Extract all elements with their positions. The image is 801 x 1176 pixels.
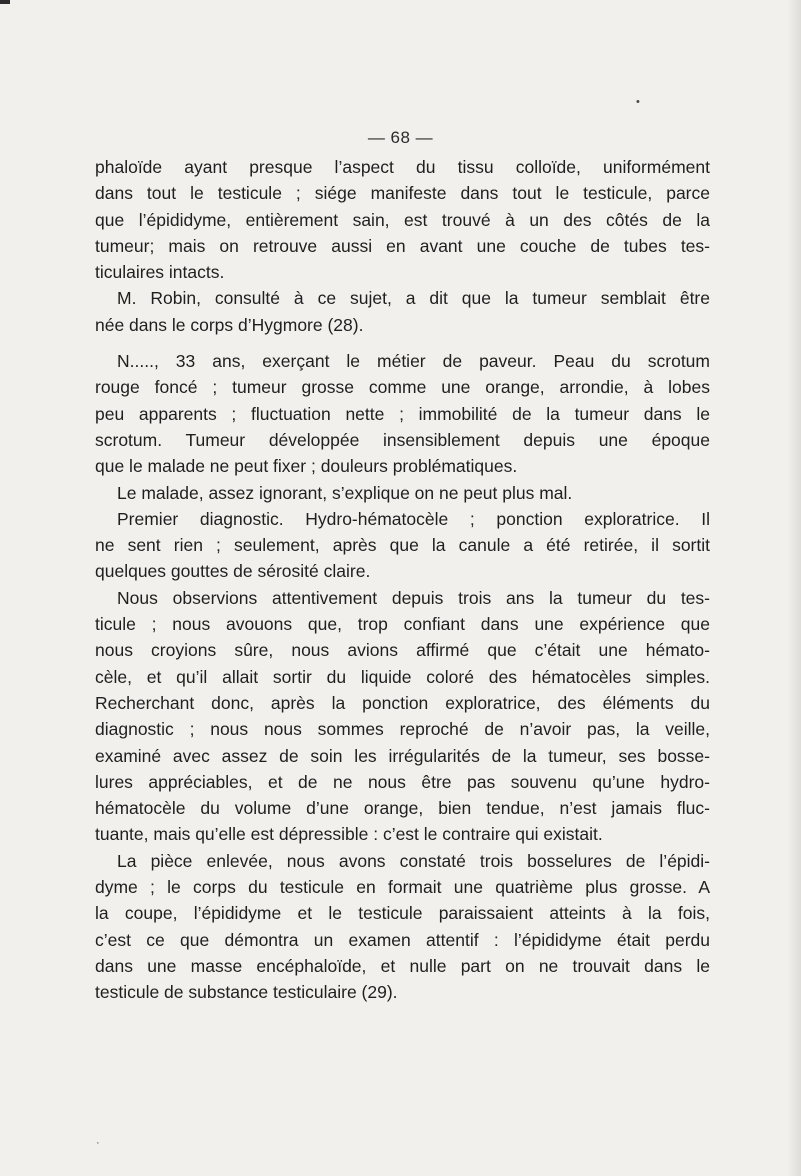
text-line: dans une masse encéphaloïde, et nulle part on ne trouvait dans le	[95, 955, 710, 976]
text-line: phaloïde ayant presque l’aspect du tissu colloïde, uniformément	[95, 157, 710, 177]
text-line: tumeur; mais on retrouve aussi en avant une couche de tubes tes-	[95, 235, 710, 256]
text-line: ticule ; nous avouons que, trop confiant dans une expérience que	[95, 614, 710, 635]
body-text	[95, 154, 710, 1006]
ink-speck: ·	[96, 1137, 100, 1149]
text-line: M. Robin, consulté à ce sujet, a dit que la tumeur semblait être	[117, 288, 710, 309]
text-line: Premier diagnostic. Hydro-hématocèle ; ponction exploratrice. Il	[117, 508, 710, 529]
text-line: peu apparents ; fluctuation nette ; immobilité de la tumeur dans le	[95, 403, 710, 424]
text-line: quelques gouttes de sérosité claire.	[95, 561, 371, 582]
text-line: la coupe, l’épididyme et le testicule paraissaient atteints à la fois,	[95, 903, 710, 924]
text-line: Recherchant donc, après la ponction exploratrice, des éléments du	[95, 692, 710, 713]
text-line: scrotum. Tumeur développée insensiblement depuis une époque	[95, 429, 710, 450]
scan-corner-mark	[0, 0, 10, 4]
text-line: tuante, mais qu’elle est dépressible : c’est le contraire qui existait.	[95, 824, 603, 845]
text-line: rouge foncé ; tumeur grosse comme une orange, arrondie, à lobes	[95, 377, 710, 398]
text-line: nous croyions sûre, nous avions affirmé que c’était une hémato-	[95, 640, 710, 661]
text-line: lures appréciables, et de ne nous être pas souvenu qu’une hydro-	[95, 771, 710, 792]
text-line: hématocèle du volume d’une orange, bien tendue, n’est jamais fluc-	[95, 798, 710, 819]
text-line: N....., 33 ans, exerçant le métier de paveur. Peau du scrotum	[117, 351, 710, 372]
text-line: née dans le corps d’Hygmore (28).	[95, 314, 364, 335]
text-line: testicule de substance testiculaire (29).	[95, 982, 398, 1003]
text-line: dans tout le testicule ; siége manifeste dans tout le testicule, parce	[95, 183, 710, 204]
text-line: que le malade ne peut fixer ; douleurs problématiques.	[95, 456, 518, 477]
text-line: diagnostic ; nous nous sommes reproché de n’avoir pas, la veille,	[95, 719, 710, 740]
text-line: ne sent rien ; seulement, après que la canule a été retirée, il sortit	[95, 535, 710, 556]
text-line: examiné avec assez de soin les irrégularités de la tumeur, ses bosse-	[95, 745, 710, 766]
text-line: que l’épididyme, entièrement sain, est trouvé à un des côtés de la	[95, 209, 710, 230]
text-line: c’est ce que démontra un examen attentif : l’épididyme était perdu	[95, 929, 710, 950]
ink-speck: •	[636, 96, 640, 108]
text-line: cèle, et qu’il allait sortir du liquide coloré des hématocèles simples.	[95, 666, 710, 687]
page-number: — 68 —	[367, 128, 434, 147]
text-line: dyme ; le corps du testicule en formait une quatrième plus grosse. A	[95, 877, 710, 898]
text-line: Le malade, assez ignorant, s’explique on ne peut plus mal.	[117, 482, 573, 503]
text-line: ticulaires intacts.	[95, 262, 225, 283]
text-line: La pièce enlevée, nous avons constaté trois bosselures de l’épidi-	[117, 850, 710, 871]
text-line: Nous observions attentivement depuis trois ans la tumeur du tes-	[117, 587, 710, 608]
page-edge-shadow	[787, 0, 801, 1176]
